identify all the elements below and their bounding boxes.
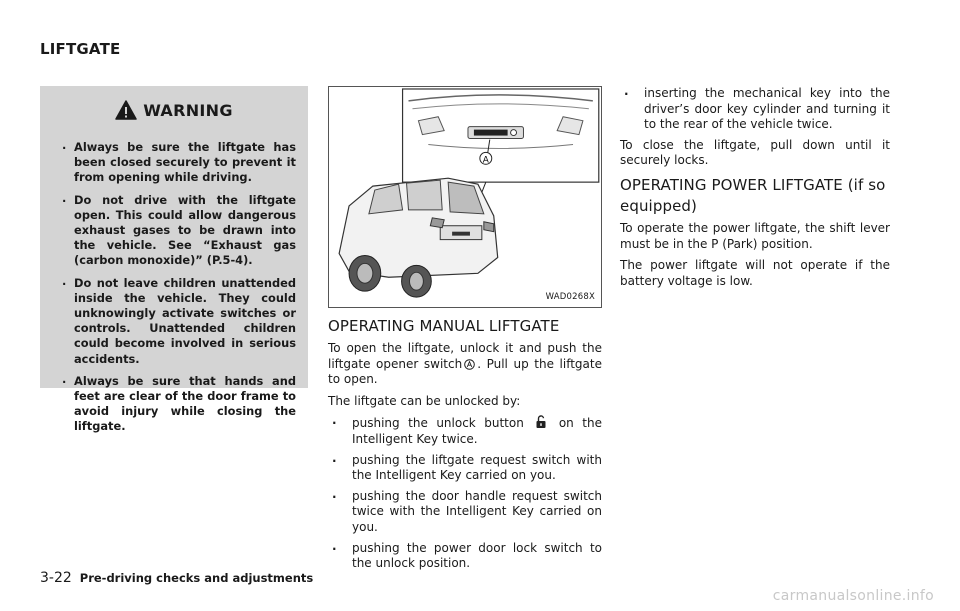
manual-heading: OPERATING MANUAL LIFTGATE: [328, 317, 560, 335]
unlock-button-icon: [534, 415, 548, 429]
power-liftgate-para: To operate the power liftgate, the shift lever must be in the P (Park) position.: [620, 220, 890, 251]
chapter-title: Pre-driving checks and adjustments: [79, 571, 314, 585]
figure-code: WAD0268X: [545, 292, 595, 302]
list-item: . pushing the power door lock switch to the unlock position.: [328, 541, 602, 572]
warning-list: [52, 140, 296, 435]
manual-para-open: [328, 341, 602, 388]
warning-item: . Always be sure that hands and feet are clear of the door frame to avoid injury while closing the liftgate.: [52, 374, 296, 435]
manual-liftgate-section: [328, 316, 602, 577]
warning-item: . Always be sure the liftgate has been closed securely to prevent it from opening while driving.: [52, 140, 296, 186]
list-item: . pushing the door handle request switch twice with the Intelligent Key carried on you.: [328, 489, 602, 536]
list-item: [328, 415, 602, 447]
vehicle-illustration: [329, 87, 601, 307]
watermark: carmanualsonline.info: [772, 588, 934, 604]
liftgate-figure: [328, 86, 602, 308]
power-liftgate-battery-para: The power liftgate will not operate if the battery voltage is low.: [620, 258, 890, 288]
text-segment: pushing the unlock button: [352, 416, 524, 431]
list-item: . pushing the liftgate request switch with the Intelligent Key carried on you.: [328, 453, 602, 484]
text-segment: . Pull up the liftgate to open.: [328, 356, 602, 387]
page-footer: [40, 570, 313, 586]
manual-para-unlock: The liftgate can be unlocked by:: [328, 393, 521, 408]
unlock-methods-list: [328, 415, 602, 571]
right-column: [620, 86, 890, 295]
text-segment: on the Intelligent Key twice.: [352, 416, 602, 446]
section-title: LIFTGATE: [40, 40, 121, 58]
warning-header: [52, 86, 296, 134]
warning-title: WARNING: [143, 100, 233, 120]
warning-triangle-icon: [115, 100, 137, 120]
list-item: . inserting the mechanical key into the driver’s door key cylinder and turning it to the rear of the vehicle twice.: [620, 86, 890, 133]
unlock-methods-list-cont: [620, 86, 890, 133]
callout-letter: A: [482, 155, 489, 166]
text-segment: To open the liftgate, unlock it and push the liftgate opener switch: [328, 341, 602, 371]
close-liftgate-para: To close the liftgate, pull down until it securely locks.: [620, 137, 890, 168]
warning-box: [40, 86, 308, 434]
power-liftgate-heading: OPERATING POWER LIFTGATE (if so equipped): [620, 175, 886, 215]
warning-item: . Do not drive with the liftgate open. This could allow dangerous exhaust gases to be drawn into the vehicle. See “Exhaust gas (carbon monoxide)” (P.5-4).: [52, 193, 296, 269]
page-number: 3-22: [40, 570, 72, 586]
callout-a-icon: [464, 359, 475, 370]
warning-item: . Do not leave children unattended inside the vehicle. They could unknowingly activate switches or controls. Unattended children could become involved in serious accidents.: [52, 276, 296, 367]
